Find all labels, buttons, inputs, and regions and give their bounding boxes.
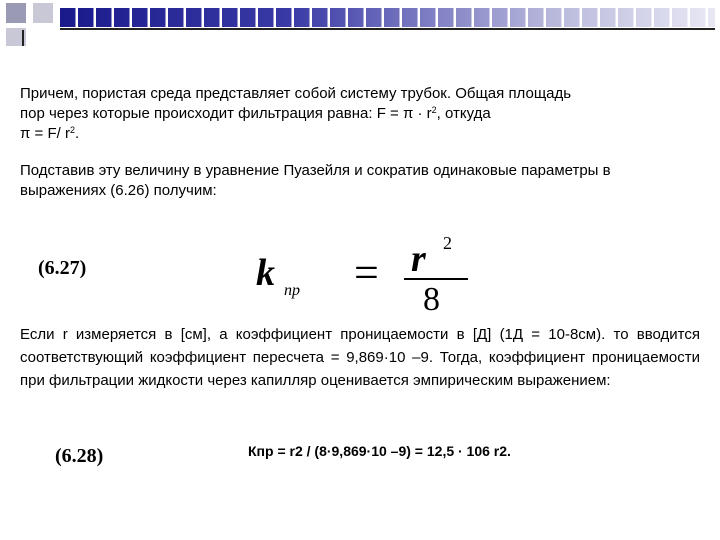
paragraph1-line3-text: π = F/ r	[20, 125, 70, 142]
eq-k: k	[256, 252, 275, 294]
paragraph1-line1: Причем, пористая среда представляет собой систему трубок. Общая площадь	[20, 85, 572, 102]
header-rule	[60, 28, 715, 30]
eq-power: 2	[443, 233, 452, 253]
paragraph1-line3-sup: 2	[69, 125, 75, 135]
eq-subscript: пр	[284, 282, 300, 299]
eq-equals: =	[354, 248, 379, 297]
equation-6-27	[240, 225, 480, 315]
equation-label-6-28: (6.28)	[55, 445, 104, 467]
paragraph1-line2-tail: , откуда	[436, 105, 491, 122]
paragraph1-line3	[20, 124, 700, 144]
paragraph1-line3-tail: .	[74, 125, 80, 142]
eq-denominator: 8	[423, 281, 440, 315]
decor-square-dark	[6, 3, 26, 23]
paragraph1-line2-text: пор через которые происходит фильтрация равна: F = π · r	[20, 105, 432, 122]
equation-6-28: Кпр = r2 / (8·9,869·10 –9) = 12,5 · 106 r2.	[248, 443, 511, 459]
decor-square-light	[33, 3, 53, 23]
header-gradient-bar	[60, 8, 715, 27]
paragraph1-line2-sup: 2	[431, 105, 437, 115]
header-vertical-rule	[22, 30, 24, 46]
paragraph-conversion: Если r измеряется в [см], а коэффициент проницаемости в [Д] (1Д = 10-8см). то вводится соответствующий коэффициент пересчета = 9,869·10 –9. Тогда, коэффициент проницаемости при фильтрации жидкости через капилляр оценивается эмпирическим выражением:	[20, 326, 700, 389]
equation-label-6-27: (6.27)	[38, 257, 87, 279]
paragraph-pore-area	[20, 84, 700, 144]
eq-numerator: r	[411, 238, 426, 280]
paragraph-poiseuille: Подставив эту величину в уравнение Пуазейля и сократив одинаковые параметры в выражениях (6.26) получим:	[20, 162, 611, 199]
paragraph1-line2	[20, 104, 700, 124]
